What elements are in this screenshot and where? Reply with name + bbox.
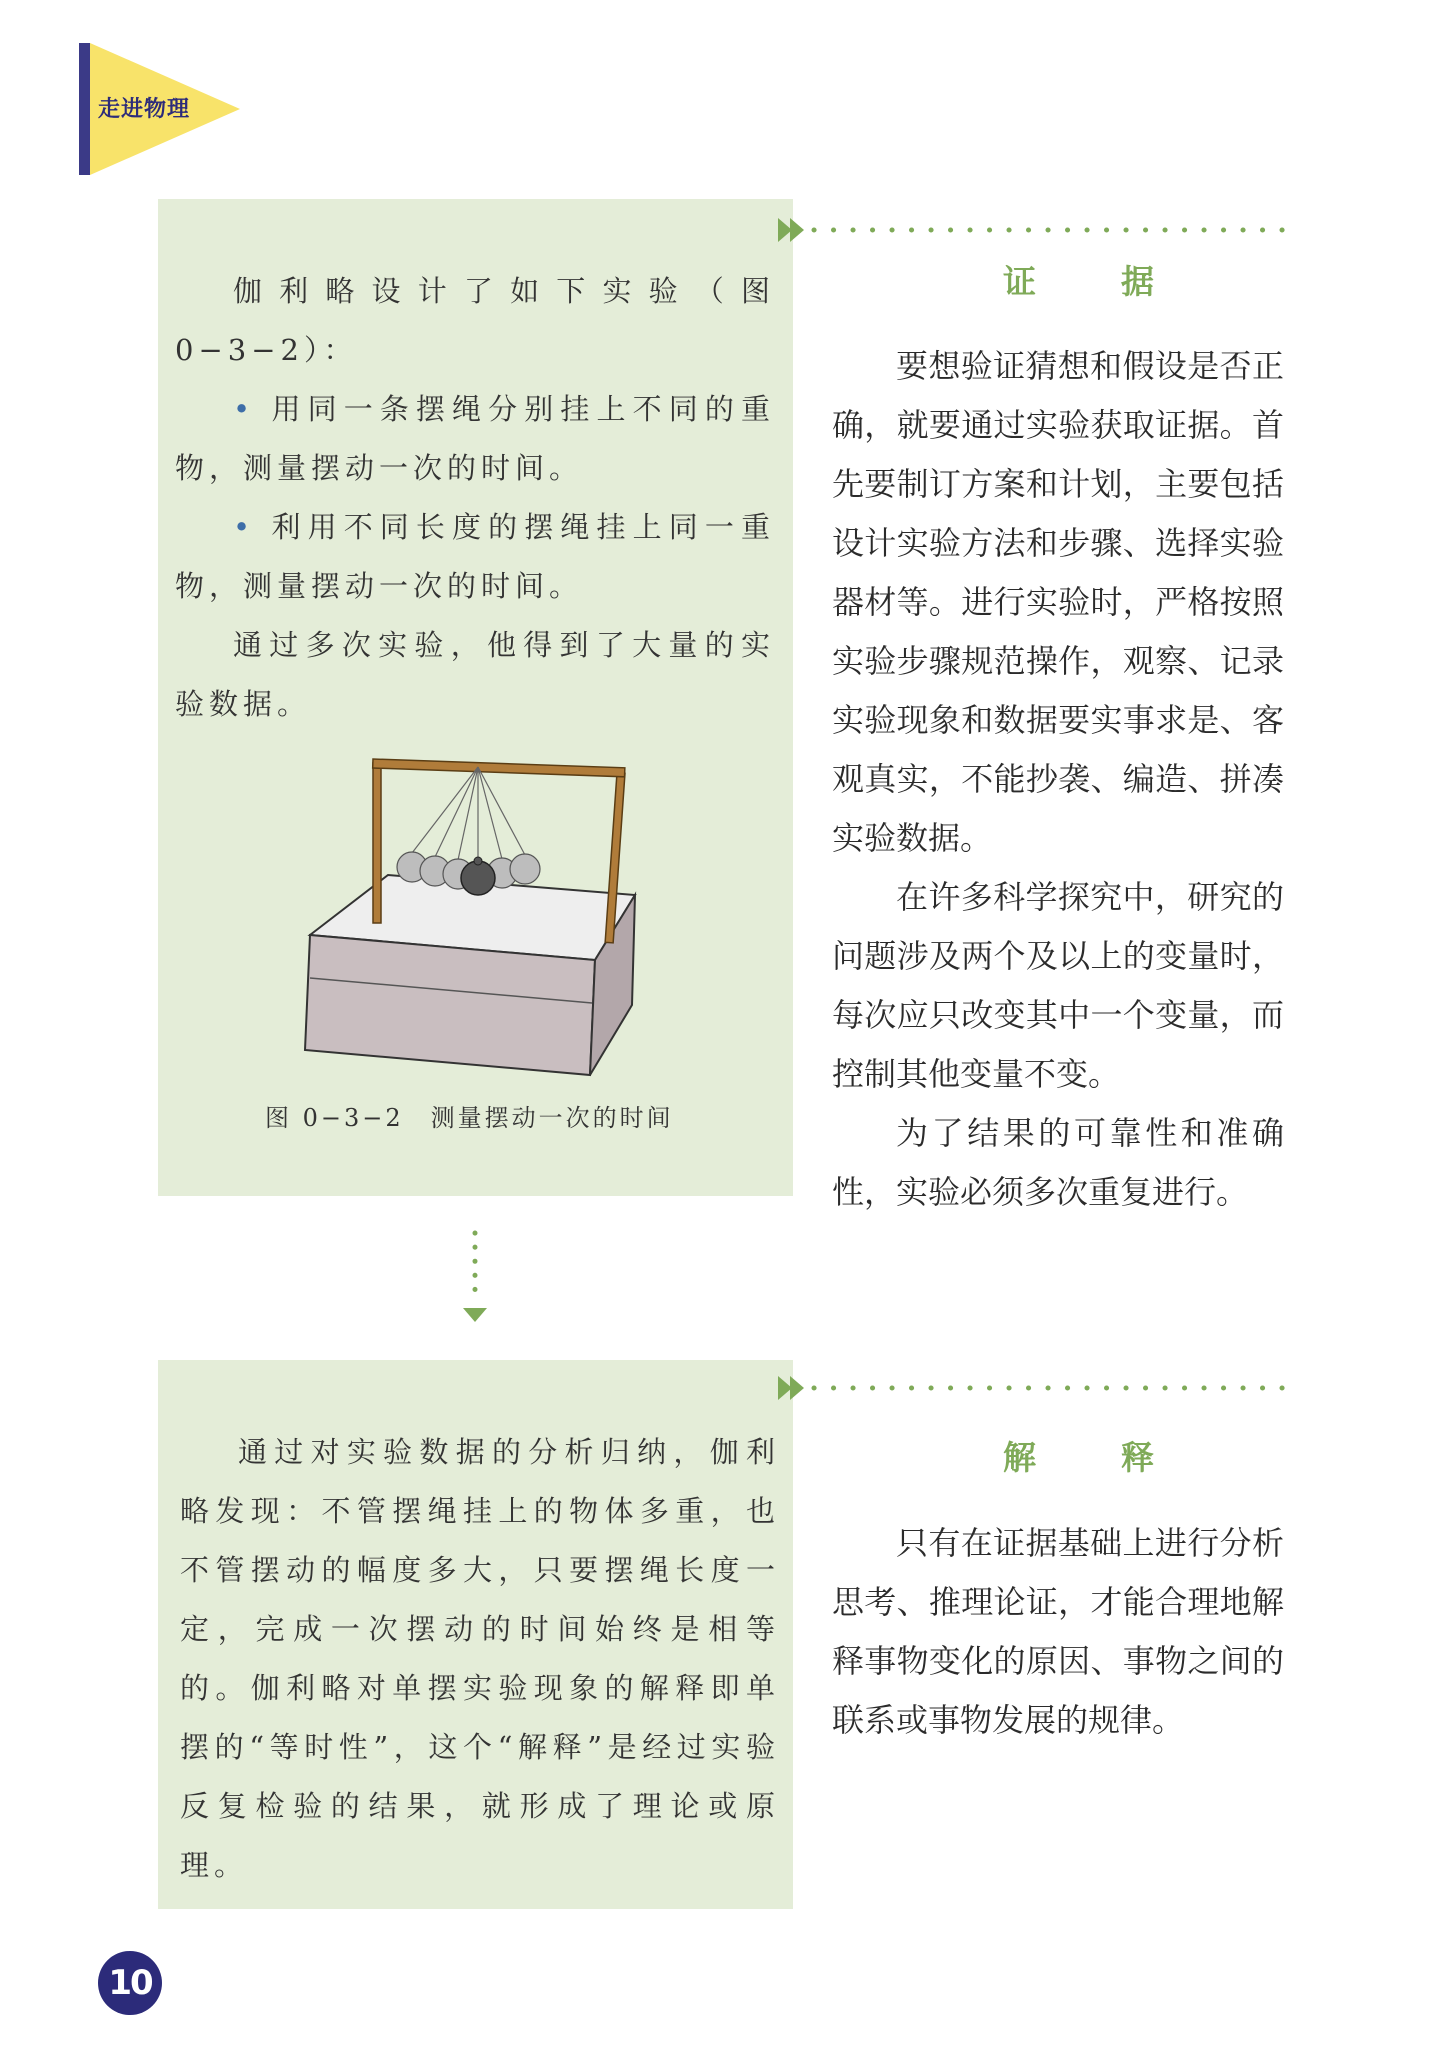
explain-text [832,1514,1284,1750]
bullet-icon: • [233,510,256,544]
explain-paragraph: 只有在证据基础上进行分析思考、推理论证，才能合理地解释事物变化的原因、事物之间的联系或事物发展的规律。 [832,1524,1284,1739]
analysis-text [180,1423,780,1895]
experiment-intro: 伽利略设计了如下实验（图 0−3−2）： [175,274,775,367]
figure-caption: 图 0−3−2 测量摆动一次的时间 [265,1104,674,1132]
heading-evidence: 证 据 [1003,262,1180,301]
header-tab-bar [79,43,90,175]
page-number-badge: 10 [98,1951,162,2015]
down-arrow-icon [460,1228,490,1328]
experiment-step-2: • 利用不同长度的摆绳挂上同一重物，测量摆动一次的时间。 [175,510,775,603]
heading-explain: 解 释 [1003,1438,1180,1477]
bullet-icon: • [233,392,256,426]
experiment-text [175,262,775,734]
evidence-paragraph-3: 为了结果的可靠性和准确性，实验必须多次重复进行。 [832,1114,1284,1211]
experiment-step-1: • 用同一条摆绳分别挂上不同的重物，测量摆动一次的时间。 [175,392,775,485]
dotted-connector-evidence [778,210,1298,250]
dotted-connector-explain [778,1368,1298,1408]
pendulum-illustration [300,735,650,1090]
evidence-text [832,337,1284,1222]
experiment-result: 通过多次实验，他得到了大量的实验数据。 [175,628,775,721]
evidence-paragraph-2: 在许多科学探究中，研究的问题涉及两个及以上的变量时，每次应只改变其中一个变量，而控制其他变量不变。 [832,878,1284,1093]
chapter-label: 走进物理 [98,97,191,122]
analysis-paragraph: 通过对实验数据的分析归纳，伽利略发现：不管摆绳挂上的物体多重，也不管摆动的幅度多大，只要摆绳长度一定，完成一次摆动的时间始终是相等的。伽利略对单摆实验现象的解释即单摆的“等时性”，这个“解释”是经过实验反复检验的结果，就形成了理论或原理。 [180,1435,780,1882]
evidence-paragraph-1: 要想验证猜想和假设是否正确，就要通过实验获取证据。首先要制订方案和计划，主要包括设计实验方法和步骤、选择实验器材等。进行实验时，严格按照实验步骤规范操作，观察、记录实验现象和数据要实事求是、客观真实，不能抄袭、编造、拼凑实验数据。 [832,347,1284,857]
